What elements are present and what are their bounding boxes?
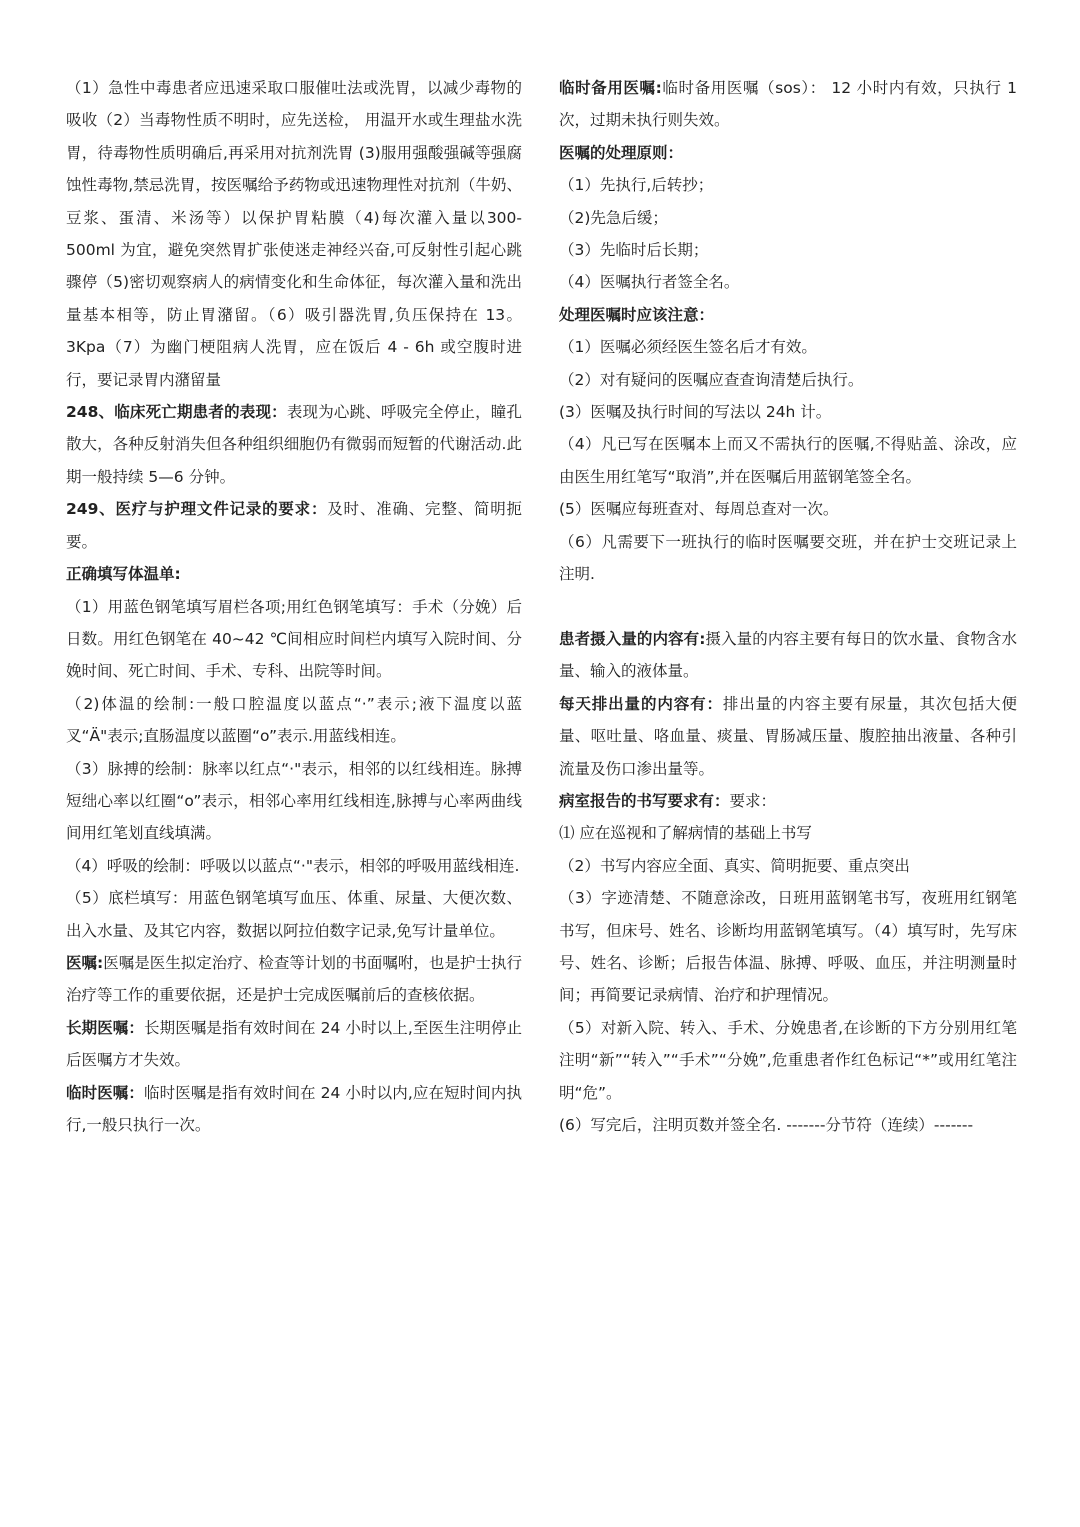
section-249-text: 及时、准确、完整、简明扼要。 xyxy=(66,500,522,551)
temperature-item-4: （4）呼吸的绘制：呼吸以以蓝点“·"表示，相邻的呼吸用蓝线相连. xyxy=(66,856,520,875)
order-principle-heading: 医嘱的处理原则： xyxy=(559,143,684,162)
blank-line xyxy=(559,591,1017,623)
intake-title: 患者摄入量的内容有: xyxy=(559,629,706,648)
medical-order-text: 医嘱是医生拟定治疗、检查等计划的书面嘱咐，也是护士执行治疗等工作的重要依据，还是护士完成医嘱前后的查核依据。 xyxy=(66,953,522,1005)
principle-item-4: （4）医嘱执行者签全名。 xyxy=(559,273,740,292)
section-249-title: 249、医疗与护理文件记录的要求： xyxy=(66,500,328,519)
notice-item-6: （6）凡需要下一班执行的临时医嘱要交班，并在护士交班记录上注明. xyxy=(559,532,1017,584)
intake-content xyxy=(559,623,1017,688)
section-248-text: 表现为心跳、呼吸完全停止，瞳孔散大，各种反射消失但各种组织细胞仍有微弱而短暂的代谢活动.此期一般持续 5—6 分钟。 xyxy=(66,403,522,486)
output-text: 排出量的内容主要有尿量，其次包括大便量、呕吐量、咯血量、痰量、胃肠减压量、腹腔抽出液量、各种引流量及伤口渗出量等。 xyxy=(559,694,1017,778)
temperature-item-3: （3）脉搏的绘制：脉率以红点“·"表示，相邻的以红线相连。脉搏短绌心率以红圈“o”表示，相邻心率用红线相连,脉搏与心率两曲线间用红笔划直线填满。 xyxy=(66,759,522,843)
report-item-3: （3）字迹清楚、不随意涂改，日班用蓝钢笔书写，夜班用红钢笔书写，但床号、姓名、诊断均用蓝钢笔填写。（4）填写时，先写床号、姓名、诊断；后报告体温、脉搏、呼吸、血压，并注明测量时间；再简要记录病情、治疗和护理情况。 xyxy=(559,889,1017,1005)
report-item-5: (6）写完后，注明页数并签全名. -------分节符（连续）------- xyxy=(559,1115,974,1134)
notice-item-3: (3）医嘱及执行时间的写法以 24h 计。 xyxy=(559,403,832,422)
gastric-lavage-paragraph: （1）急性中毒患者应迅速采取口服催吐法或洗胃，以减少毒物的吸收（2）当毒物性质不明时，应先送检， 用温开水或生理盐水洗胃，待毒物性质明确后,再采用对抗剂洗胃 (3)服用强酸强碱等强腐蚀性毒物,禁忌洗胃，按医嘱给予药物或迅速物理性对抗剂（牛奶、豆浆、蛋清、米汤等）以保护胃粘膜（4)每次灌入量以300-500ml 为宜，避免突然胃扩张使迷走神经兴奋,可反射性引起心跳骤停（5)密切观察病人的病情变化和生命体征，每次灌入量和洗出量基本相等，防止胃潴留。（6）吸引器洗胃,负压保持在 13。3Kpa（7）为幽门梗阻病人洗胃，应在饭后 4 - 6h 或空腹时进行，要记录胃内潴留量 xyxy=(66,79,522,389)
notice-item-5: (5）医嘱应每班查对、每周总查对一次。 xyxy=(559,500,839,519)
principle-item-3: （3）先临时后长期； xyxy=(559,241,709,260)
principle-item-2: （2)先急后缓； xyxy=(559,208,668,227)
report-item-2: （2）书写内容应全面、真实、简明扼要、重点突出 xyxy=(559,856,910,875)
temperature-item-2: （2)体温的绘制:一般口腔温度以蓝点“·”表示;液下温度以蓝叉“Ä"表示;直肠温度以蓝圈“o”表示.用蓝线相连。 xyxy=(66,694,522,746)
section-249 xyxy=(66,493,522,558)
left-column xyxy=(66,72,522,1141)
report-item-4: （5）对新入院、转入、手术、分娩患者,在诊断的下方分别用红笔注明“新”“转入”“手术”“分娩”,危重患者作红色标记“*”或用红笔注明“危”。 xyxy=(559,1018,1017,1102)
temperature-chart-heading: 正确填写体温单: xyxy=(66,565,181,584)
notice-item-4: （4）凡已写在医嘱本上而又不需执行的医嘱,不得贴盖、涂改，应由医生用红笔写“取消”,并在医嘱后用蓝钢笔签全名。 xyxy=(559,435,1017,486)
standby-order-text: 临时备用医嘱（sos）： 12 小时内有效，只执行 1 次，过期未执行则失效。 xyxy=(559,79,1017,130)
principle-item-1: （1）先执行,后转抄； xyxy=(559,176,714,195)
standby-order xyxy=(559,72,1017,137)
notice-item-1: （1）医嘱必须经医生签名后才有效。 xyxy=(559,338,817,357)
temporary-order-title: 临时医嘱： xyxy=(66,1083,145,1102)
section-248-title: 248、临床死亡期患者的表现： xyxy=(66,403,287,422)
report-item-1: ⑴ 应在巡视和了解病情的基础上书写 xyxy=(559,824,812,843)
notice-item-2: （2）对有疑问的医嘱应查查询清楚后执行。 xyxy=(559,370,864,389)
temperature-item-5: （5）底栏填写：用蓝色钢笔填写血压、体重、尿量、大便次数、出入水量、及其它内容，数据以阿拉伯数字记录,免写计量单位。 xyxy=(66,889,522,940)
ward-report-intro: 要求： xyxy=(729,791,777,810)
standby-order-title: 临时备用医嘱: xyxy=(559,79,662,97)
ward-report-requirements xyxy=(559,785,1017,817)
order-notice-heading: 处理医嘱时应该注意： xyxy=(559,305,715,324)
output-content xyxy=(559,688,1017,785)
temporary-order-text: 临时医嘱是指有效时间在 24 小时以内,应在短时间内执行,一般只执行一次。 xyxy=(66,1083,522,1134)
ward-report-title: 病室报告的书写要求有： xyxy=(559,791,730,810)
section-248 xyxy=(66,396,522,493)
intake-text: 摄入量的内容主要有每日的饮水量、食物含水量、输入的液体量。 xyxy=(559,629,1017,681)
output-title: 每天排出量的内容有： xyxy=(559,694,723,713)
medical-order-title: 医嘱: xyxy=(66,953,104,972)
right-column xyxy=(559,72,1017,1141)
long-term-order-text: 长期医嘱是指有效时间在 24 小时以上,至医生注明停止后医嘱方才失效。 xyxy=(66,1018,522,1070)
temporary-order xyxy=(66,1077,522,1142)
long-term-order-title: 长期医嘱： xyxy=(66,1018,145,1037)
long-term-order xyxy=(66,1012,522,1077)
temperature-item-1: （1）用蓝色钢笔填写眉栏各项;用红色钢笔填写：手术（分娩）后日数。用红色钢笔在 40~42 ℃间相应时间栏内填写入院时间、分娩时间、死亡时间、手术、专科、出院等时间。 xyxy=(66,597,522,681)
medical-order-definition xyxy=(66,947,522,1012)
